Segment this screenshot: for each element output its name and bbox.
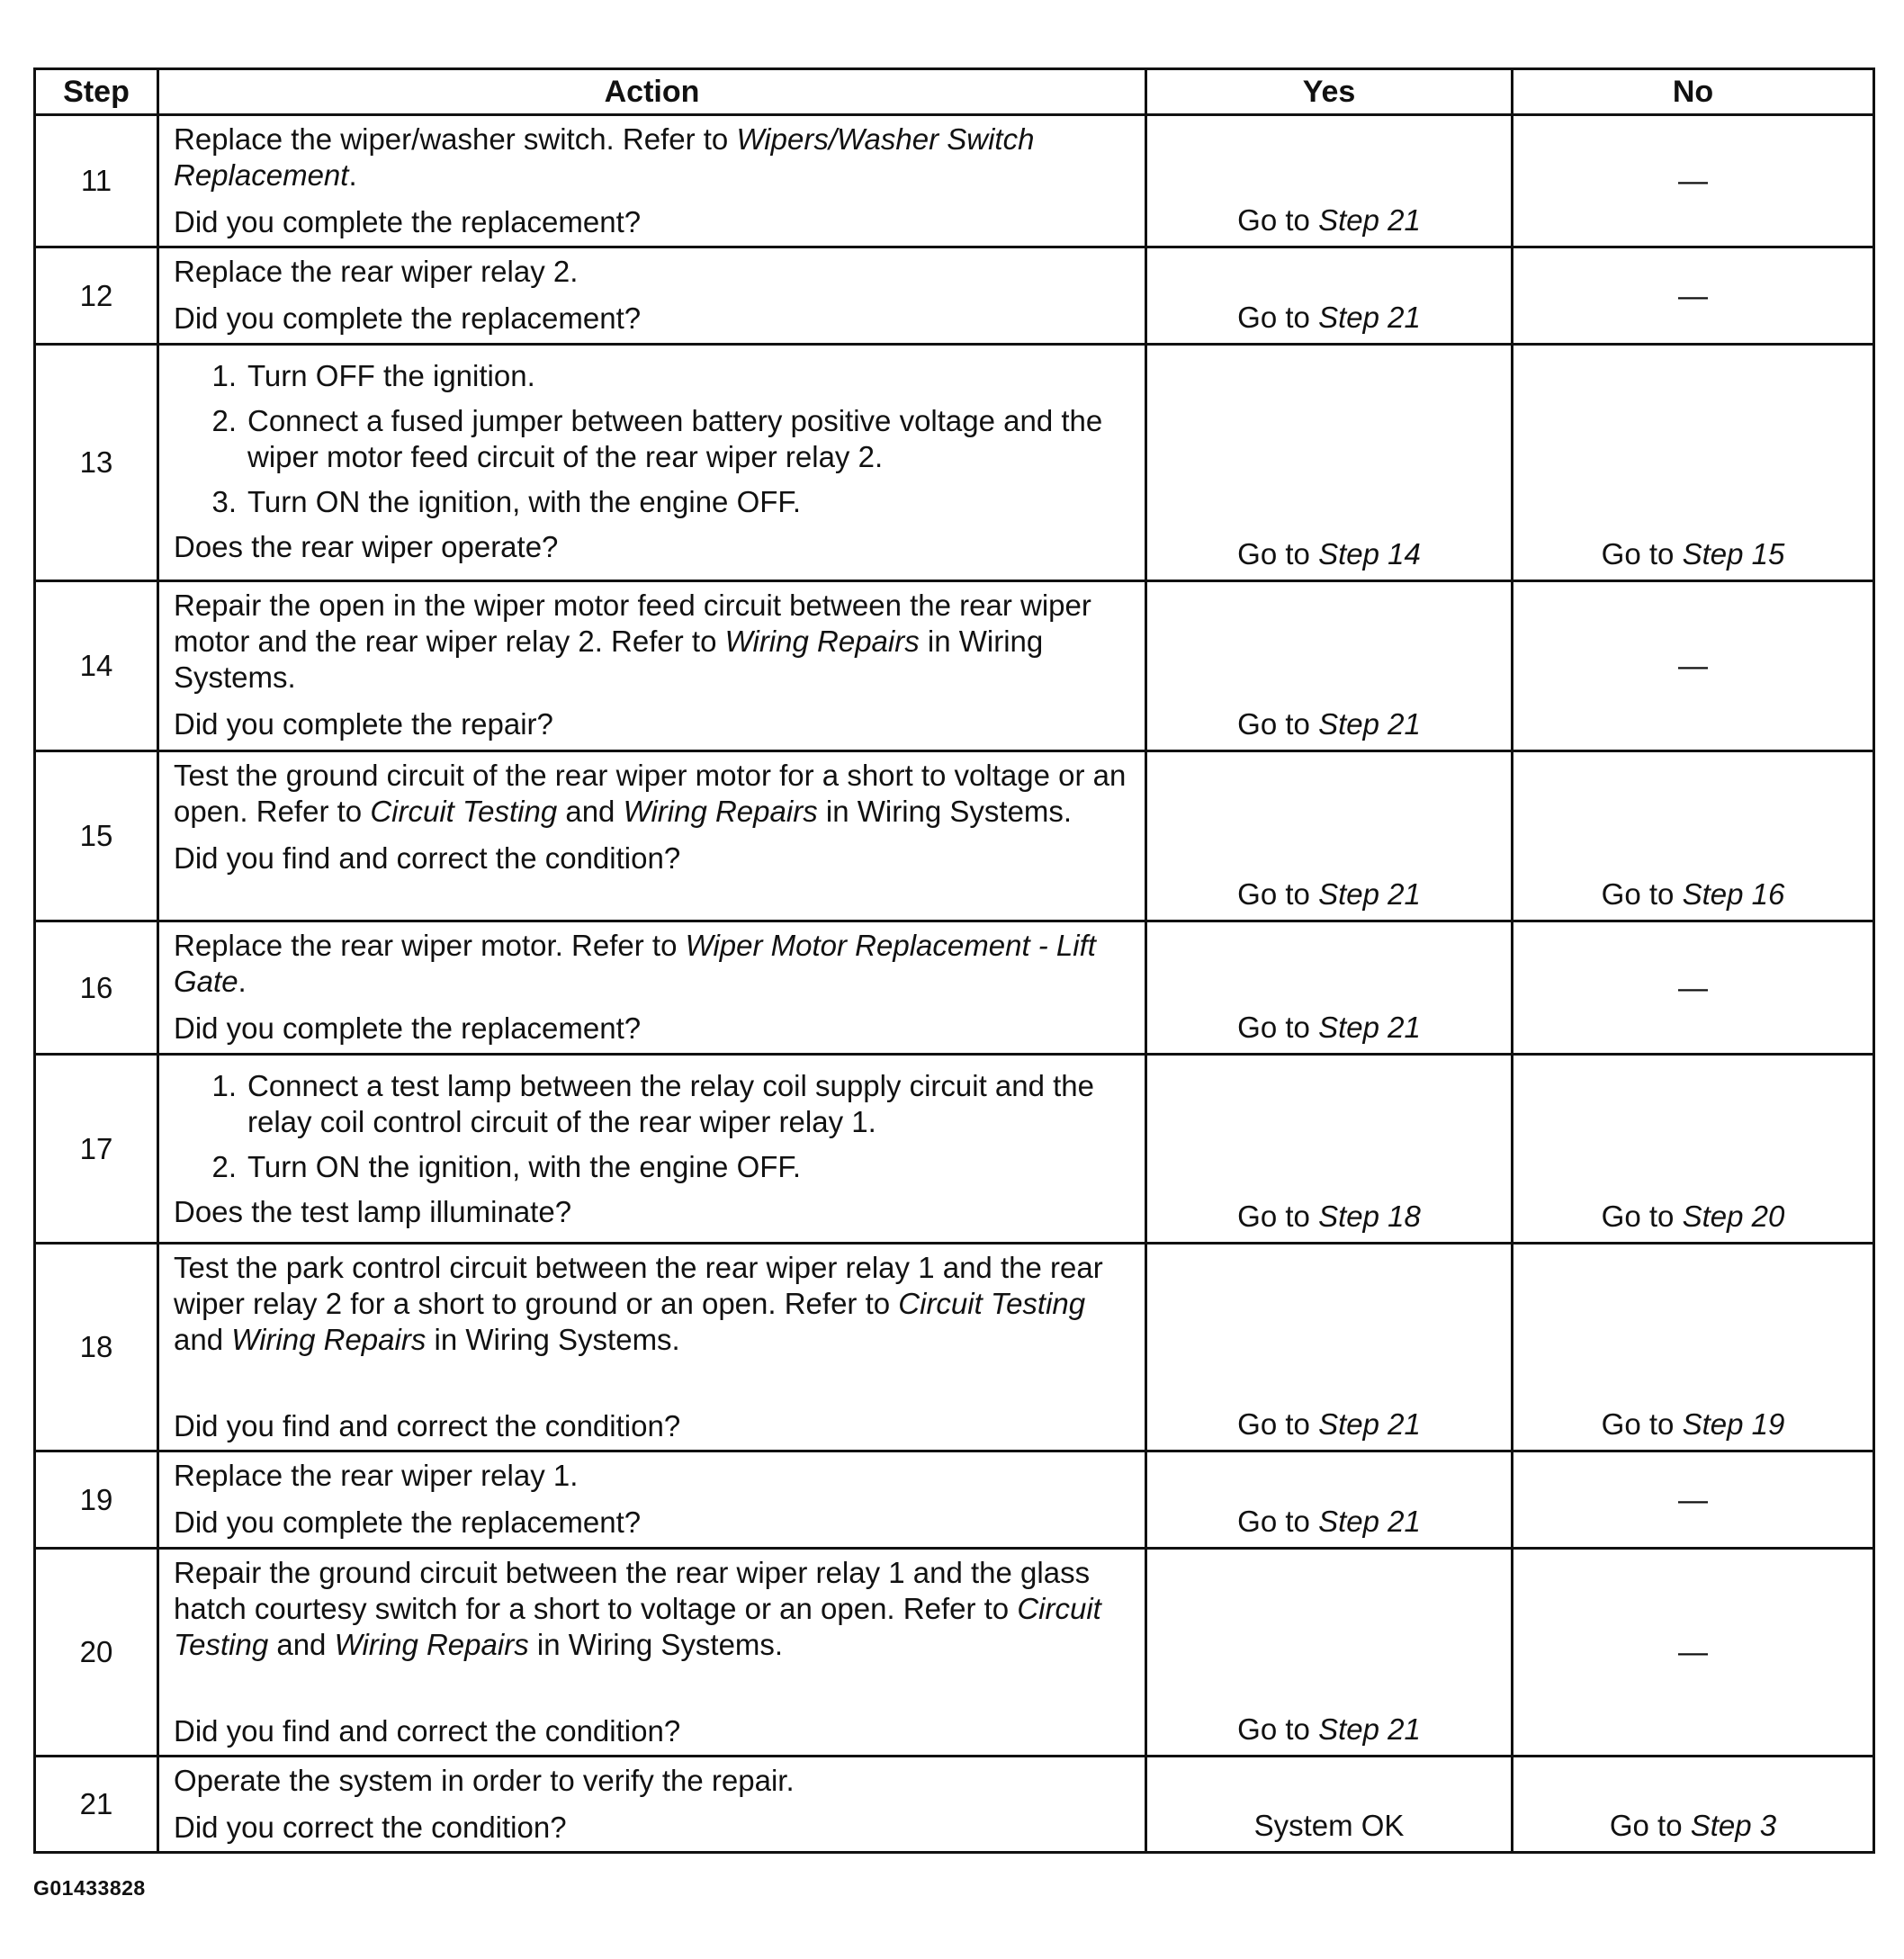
question-text: Did you find and correct the condition? (174, 841, 681, 875)
table-row (35, 1451, 1874, 1549)
instruction-text: Replace the rear wiper motor. Refer to Wiper Motor Replacement - Lift Gate. (174, 929, 1096, 998)
instruction-text: Replace the wiper/washer switch. Refer to Wipers/Washer Switch Replacement. (174, 122, 1035, 192)
step-number: 18 (35, 1244, 158, 1451)
action-cell (158, 345, 1146, 581)
table-row (35, 581, 1874, 751)
step-number: 16 (35, 921, 158, 1055)
no-cell: — (1513, 1451, 1874, 1549)
no-cell: — (1513, 921, 1874, 1055)
reference-link: Wiring Repairs (334, 1628, 529, 1661)
procedure-list (174, 358, 1132, 520)
table-row (35, 115, 1874, 247)
list-item: 2. Connect a fused jumper between battery positive voltage and the wiper motor feed circuit of the rear wiper relay 2. (211, 404, 1103, 473)
action-cell (158, 921, 1146, 1055)
reference-link: Circuit Testing (370, 795, 558, 828)
question-text: Did you find and correct the condition? (174, 1409, 681, 1442)
table-row (35, 1055, 1874, 1244)
header-row (35, 69, 1874, 115)
table-row (35, 751, 1874, 921)
table-row (35, 1757, 1874, 1853)
table-row (35, 921, 1874, 1055)
question-text: Did you complete the replacement? (174, 1011, 642, 1045)
question-text: Did you complete the replacement? (174, 205, 642, 238)
step-number: 19 (35, 1451, 158, 1549)
question-text: Does the test lamp illuminate? (174, 1195, 572, 1228)
no-cell: Go to Step 3 (1513, 1757, 1874, 1853)
list-item: 1. Connect a test lamp between the relay coil supply circuit and the relay coil control circuit of the rear wiper relay 1. (211, 1069, 1095, 1138)
procedure-list (174, 1068, 1132, 1185)
step-number: 21 (35, 1757, 158, 1853)
header-action: Action (158, 69, 1146, 115)
step-number: 13 (35, 345, 158, 581)
reference-link: Wiper Motor Replacement - Lift Gate (174, 929, 1096, 998)
header-no: No (1513, 69, 1874, 115)
instruction-text: Operate the system in order to verify the repair. (174, 1764, 795, 1797)
step-number: 11 (35, 115, 158, 247)
instruction-text: Repair the open in the wiper motor feed circuit between the rear wiper motor and the rear wiper relay 2. Refer to Wiring Repairs in Wiring Systems. (174, 589, 1091, 694)
action-cell (158, 1055, 1146, 1244)
instruction-text: Test the park control circuit between the rear wiper relay 1 and the rear wiper relay 2 for a short to ground or an open. Refer to Circuit Testing and Wiring Repairs in Wiring Systems. (174, 1251, 1103, 1356)
list-item: 2. Turn ON the ignition, with the engine OFF. (211, 1150, 802, 1183)
action-cell (158, 115, 1146, 247)
step-number: 17 (35, 1055, 158, 1244)
yes-cell: Go to Step 21 (1146, 751, 1513, 921)
figure-id: G01433828 (33, 1876, 146, 1900)
action-cell (158, 751, 1146, 921)
no-cell: — (1513, 581, 1874, 751)
yes-cell: Go to Step 21 (1146, 1451, 1513, 1549)
step-number: 14 (35, 581, 158, 751)
step-number: 20 (35, 1549, 158, 1757)
no-cell: — (1513, 1549, 1874, 1757)
instruction-text: Replace the rear wiper relay 1. (174, 1459, 579, 1492)
action-cell (158, 1757, 1146, 1853)
no-cell: Go to Step 19 (1513, 1244, 1874, 1451)
reference-link: Circuit Testing (898, 1287, 1086, 1320)
question-text: Did you complete the replacement? (174, 301, 642, 335)
instruction-text: Replace the rear wiper relay 2. (174, 255, 579, 288)
action-cell (158, 247, 1146, 345)
table-row (35, 1549, 1874, 1757)
yes-cell: Go to Step 21 (1146, 115, 1513, 247)
no-cell: Go to Step 20 (1513, 1055, 1874, 1244)
yes-cell: Go to Step 21 (1146, 247, 1513, 345)
yes-cell: Go to Step 21 (1146, 1244, 1513, 1451)
reference-link: Wiring Repairs (724, 625, 920, 658)
no-cell: — (1513, 247, 1874, 345)
spacer (174, 1369, 1132, 1408)
yes-cell: System OK (1146, 1757, 1513, 1853)
action-cell (158, 1244, 1146, 1451)
yes-cell: Go to Step 21 (1146, 921, 1513, 1055)
action-cell (158, 1549, 1146, 1757)
yes-cell: Go to Step 18 (1146, 1055, 1513, 1244)
reference-link: Wipers/Washer Switch Replacement (174, 122, 1035, 192)
yes-cell: Go to Step 21 (1146, 581, 1513, 751)
reference-link: Wiring Repairs (623, 795, 818, 828)
table-row (35, 247, 1874, 345)
header-yes: Yes (1146, 69, 1513, 115)
reference-link: Wiring Repairs (231, 1323, 427, 1356)
list-item: 1. Turn OFF the ignition. (211, 359, 535, 392)
header-step: Step (35, 69, 158, 115)
no-cell: Go to Step 16 (1513, 751, 1874, 921)
step-number: 15 (35, 751, 158, 921)
spacer (174, 1674, 1132, 1713)
diagnostic-table (33, 67, 1875, 1854)
list-item: 3. Turn ON the ignition, with the engine OFF. (211, 485, 802, 518)
no-cell: — (1513, 115, 1874, 247)
question-text: Did you correct the condition? (174, 1811, 567, 1844)
step-number: 12 (35, 247, 158, 345)
action-cell (158, 1451, 1146, 1549)
reference-link: Circuit Testing (174, 1592, 1101, 1661)
instruction-text: Test the ground circuit of the rear wiper motor for a short to voltage or an open. Refer to Circuit Testing and Wiring Repairs in Wiring Systems. (174, 759, 1127, 828)
question-text: Did you complete the repair? (174, 707, 553, 741)
table-row (35, 345, 1874, 581)
table-row (35, 1244, 1874, 1451)
question-text: Does the rear wiper operate? (174, 530, 559, 563)
instruction-text: Repair the ground circuit between the rear wiper relay 1 and the glass hatch courtesy switch for a short to voltage or an open. Refer to Circuit Testing and Wiring Repairs in Wiring Systems. (174, 1556, 1101, 1661)
yes-cell: Go to Step 14 (1146, 345, 1513, 581)
question-text: Did you complete the replacement? (174, 1505, 642, 1539)
question-text: Did you find and correct the condition? (174, 1714, 681, 1748)
no-cell: Go to Step 15 (1513, 345, 1874, 581)
yes-cell: Go to Step 21 (1146, 1549, 1513, 1757)
action-cell (158, 581, 1146, 751)
